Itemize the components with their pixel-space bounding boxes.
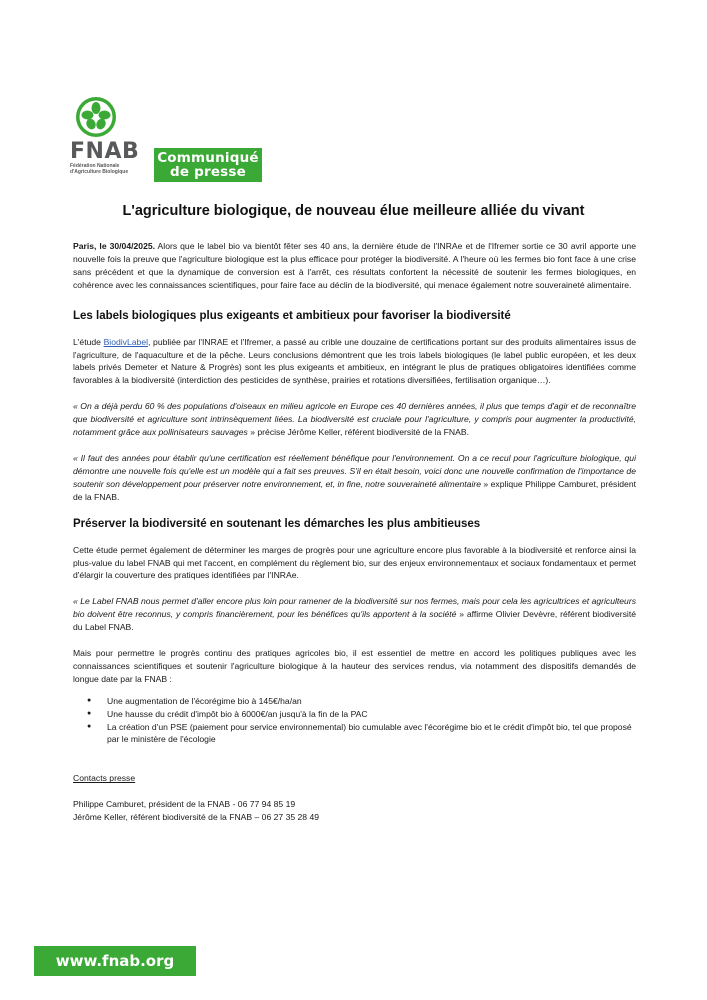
- press-release-badge: [154, 148, 262, 182]
- footer-url-banner[interactable]: www.fnab.org: [34, 946, 196, 976]
- section-1-paragraph: L'étude BiodivLabel, publiée par l'INRAE et l'Ifremer, a passé au crible une douzaine de certifications portant sur des produits alimentaires issus de l'agriculture, de l'aquaculture et de la pêche. Leurs conclusions démontrent que les trois labels biologiques (le label public européen, et les deux labels privés Demeter et Nature & Progrès) sont les plus exigeants et ambitieux, en intégrant le plus de pratiques obligatoires identifiées comme favorables à la biodiversité (interdiction des pesticides de synthèse, prairies et rotations diversifiées, fertilisation organique…).: [73, 336, 636, 386]
- quote-keller: « On a déjà perdu 60 % des populations d'oiseaux en milieu agricole en Europe ces 40 dernières années, il plus que temps d'agir et de reconnaître que biodiversité et agriculture sont intrinsèquement liées. La biodiversité est cruciale pour l'agriculture, y compris pour augmenter la productivité, notamment grâce aux pollinisateurs sauvages » précise Jérôme Keller, référent biodiversité de la FNAB.: [73, 401, 636, 438]
- quote-camburet: « Il faut des années pour établir qu'une certification est réellement bénéfique pour l'environnement. On a ce recul pour l'agriculture biologique, qui démontre une nouvelle fois qu'elle est un modèle qui a fait ses preuves. S'il en était besoin, voici donc une nouvelle confirmation de l'importance de soutenir son développement pour préserver notre environnement, et, in fine, notre souveraineté alimentaire » explique Philippe Camburet, président de la FNAB.: [73, 452, 636, 502]
- policy-paragraph: Mais pour permettre le progrès continu des pratiques agricoles bio, il est essentiel de mettre en accord les politiques publiques avec les connaissances scientifiques et soutenir l'agriculture biologique à la hauteur des services rendus, via notamment des dispositifs demandés de longue date par la FNAB :: [73, 648, 636, 684]
- fnab-logo: [70, 95, 150, 175]
- badge-line-1: Communiqué: [157, 150, 259, 166]
- intro-paragraph: [73, 240, 636, 292]
- intro-text: Alors que le label bio va bientôt fêter ses 40 ans, la dernière étude de l'INRAe et de l'Ifremer sortie ce 30 avril apporte une nouvelle fois la preuve que l'agriculture biologique est la plus efficace pour protéger la biodiversité. A l'heure où les fermes bio font face à une crise sans précédent et que la dynamique de conversion est à l'arrêt, ces résultats confortent la nécessité de soutenir les fermes biologiques, en cohérence avec les connaissances scientifiques, pour faire face au déclin de la biodiversité, qui menace également notre souveraineté alimentaire.: [73, 241, 636, 290]
- section-2-paragraph: Cette étude permet également de déterminer les marges de progrès pour une agriculture encore plus favorable à la biodiversité et renforce ainsi la plus-value du label FNAB qui met l'accent, en complément du règlement bio, sur des enjeux environnementaux et sociaux fondamentaux et permet d'élargir la couverture des pratiques identifiées par l'INRAe.: [73, 544, 636, 581]
- article-body: [73, 240, 636, 824]
- flower-icon: [74, 95, 118, 139]
- contact-line-1: Philippe Camburet, président de la FNAB - 06 77 94 85 19: [73, 799, 296, 810]
- badge-line-2: de presse: [169, 164, 247, 180]
- list-item: ● Une augmentation de l'écorégime bio à 145€/ha/an: [107, 695, 636, 708]
- biodivlabel-link[interactable]: BiodivLabel: [103, 336, 149, 347]
- contacts-title: Contacts presse: [73, 773, 136, 784]
- section-1-heading: Les labels biologiques plus exigeants et ambitieux pour favoriser la biodiversité: [73, 309, 511, 322]
- list-item: ● La création d'un PSE (paiement pour service environnemental) bio cumulable avec l'écorégime bio et le crédit d'impôt bio, tel que proposé par le ministère de l'écologie: [107, 721, 636, 747]
- demands-list: [73, 695, 636, 747]
- quote-devevre: « Le Label FNAB nous permet d'aller encore plus loin pour ramener de la biodiversité sur nos fermes, mais pour cela les agricultrices et agriculteurs bio doivent être reconnus, y compris financièrement, pour les bénéfices qu'ils apportent à la société » affirme Olivier Devèvre, référent biodiversité du Label FNAB.: [73, 596, 636, 633]
- logo-subtitle-1: Fédération Nationale: [70, 163, 120, 169]
- contact-line-2: Jérôme Keller, référent biodiversité de la FNAB – 06 27 35 28 49: [73, 812, 320, 823]
- page-title: L'agriculture biologique, de nouveau élue meilleure alliée du vivant: [122, 203, 585, 219]
- list-item: ● Une hausse du crédit d'impôt bio à 6000€/an jusqu'à la fin de la PAC: [107, 708, 636, 721]
- logo-wordmark: FNAB: [70, 139, 140, 164]
- dateline: Paris, le 30/04/2025.: [73, 241, 156, 251]
- logo-subtitle-2: d'Agriculture Biologique: [70, 169, 129, 175]
- section-2-heading: Préserver la biodiversité en soutenant les démarches les plus ambitieuses: [73, 517, 481, 530]
